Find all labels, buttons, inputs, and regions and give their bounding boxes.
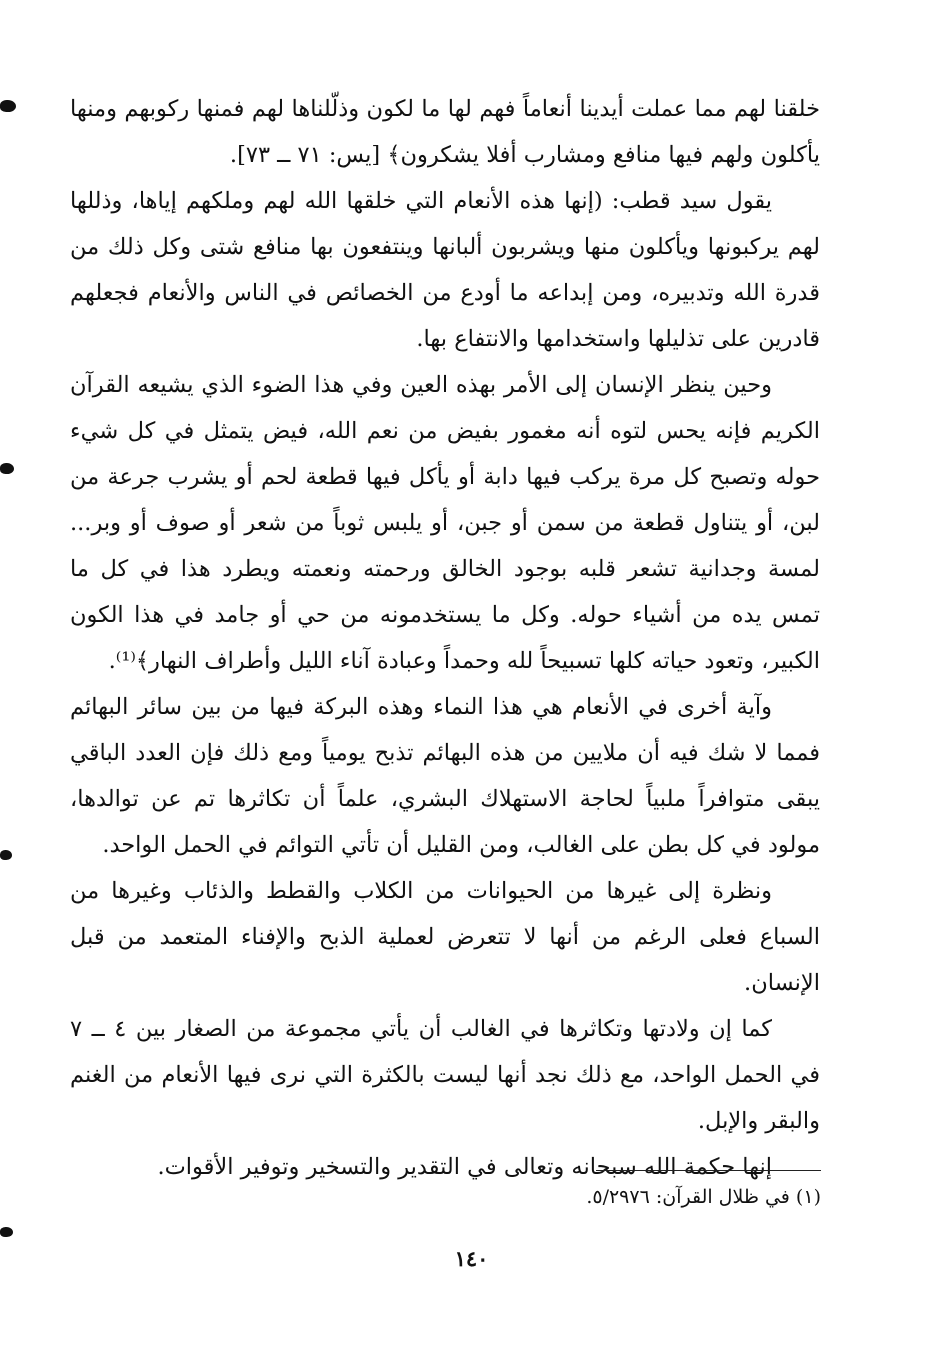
page-number: ١٤٠	[454, 1246, 489, 1271]
paragraph-verse-continuation: خلقنا لهم مما عملت أيدينا أنعاماً فهم لها ما لكون وذلّلناها لهم فمنها ركوبهم ومنها يأكلون ولهم فيها منافع ومشارب أفلا يشكرون﴾ [يس: ٧١ ــ ٧٣].	[70, 96, 820, 168]
paragraph-sayyid-qutb-quote: يقول سيد قطب: (إنها هذه الأنعام التي خلقها الله لهم وملكهم إياها، وذللها لهم يركبونها ويأكلون منها ويشربون ألبانها وينتفعون بها منافع شتى وكل ذلك من قدرة الله وتدبيره، ومن إبداعه ما أودع من الخصائص في الناس والأنعام فجعلهم قادرين على تذليلها واستخدامها والانتفاع بها.	[70, 188, 820, 352]
paragraph-livestock-growth: وآية أخرى في الأنعام هي هذا النماء وهذه البركة فيها من بين سائر البهائم فمما لا شك فيه أن ملايين من هذه البهائم تذبح يومياً ومع ذلك فإن العدد الباقي يبقى متوافراً ملبياً لحاجة الاستهلاك البشري، علماً أن تكاثرها تم عن توالدها، مولود في كل بطن على الغالب، ومن القليل أن تأتي التوائم في الحمل الواحد.	[70, 694, 820, 858]
page-body	[70, 86, 820, 1190]
paragraph-conclusion: إنها حكمة الله سبحانه وتعالى في التقدير والتسخير وتوفير الأقوات.	[157, 1154, 772, 1180]
scan-mark	[0, 463, 14, 474]
scan-mark	[0, 1227, 13, 1237]
scan-mark	[0, 850, 12, 860]
footnote: (١) في ظلال القرآن: ٥/٢٩٧٦.	[586, 1186, 821, 1208]
scan-mark	[0, 100, 16, 112]
paragraph-human-perception: وحين ينظر الإنسان إلى الأمر بهذه العين وفي هذا الضوء الذي يشيعه القرآن الكريم فإنه يحس لتوه أنه مغمور بفيض من نعم الله، فيض يتمثل في كل شيء حوله وتصبح كل مرة يركب فيها دابة أو يأكل فيها قطعة لحم أو يشرب جرعة من لبن، أو يتناول قطعة من سمن أو جبن، أو يلبس ثوباً من شعر أو صوف أو وبر... لمسة وجدانية تشعر قلبه بوجود الخالق ورحمته ونعمته ويطرد هذا في كل ما تمس يده من أشياء حوله. وكل ما يستخدمونه من حي أو جامد في هذا الكون الكبير، وتعود حياته كلها تسبيحاً لله وحمداً وعبادة آناء الليل وأطراف النهار﴾⁽¹⁾.	[70, 372, 820, 674]
footnote-divider	[596, 1170, 821, 1171]
paragraph-other-animals: ونظرة إلى غيرها من الحيوانات من الكلاب والقطط والذئاب وغيرها من السباع فعلى الرغم من أنها لا تتعرض لعملية الذبح والإفناء المتعمد من قبل الإنسان.	[70, 878, 820, 996]
paragraph-breeding: كما إن ولادتها وتكاثرها في الغالب أن يأتي مجموعة من الصغار بين ٤ ــ ٧ في الحمل الواحد، مع ذلك نجد أنها ليست بالكثرة التي نرى فيها الأنعام من الغنم والبقر والإبل.	[70, 1016, 820, 1134]
